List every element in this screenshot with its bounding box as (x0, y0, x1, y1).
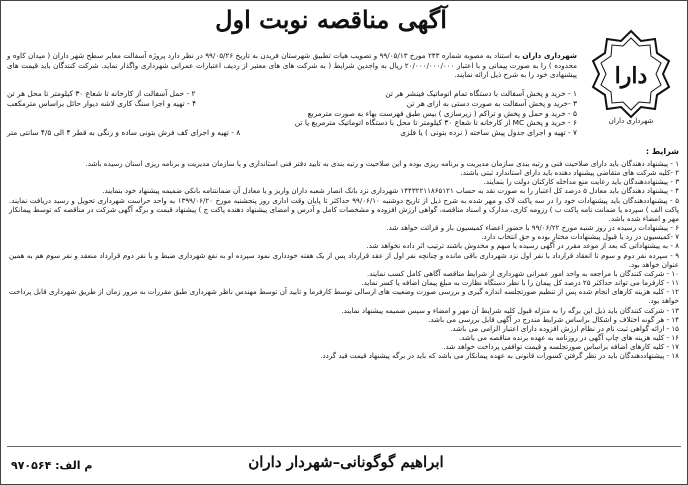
condition-item: ۵ - پیشنهاددهندگان باید پیشنهادات خود را در سه پاکت لاک و مهر شده به شرح ذیل از تاریخ دوشنبه ۹۹/۰۶/۱۰ حداکثر تا پایان وقت اداری روز پنجشنبه مورخ ۱۳۹۹/۰۶/۲۰ به واحد حراست شهرداری تحویل و رسید دریافت نمایند. پاکت الف ) سپرده یا ضمانت نامه پاکت ب ) رزومه کاری، مدارک و اسناد مناقصه، گواهی ارزش افزوده و مشخصات کامل و آدرس و امضای پیشنهاد دهنده پاکت ج ) پیشنهاد قیمت و برگه آگهی شرکت در مناقصه که توسط پیمانکار مهر و امضاء شده باشد. (9, 195, 680, 223)
work-items-row (7, 89, 577, 99)
notice-title: آگهی مناقصه نوبت اول (215, 5, 447, 34)
condition-item: ۹ - سپرده نفر دوم و سوم تا انعقاد قرارداد با نفر اول نزد شهرداری باقی مانده و چنانچه نفر اول از عقد قرارداد پس از یک هفته خودداری نمود سپرده او به نفع شهرداری ضبط و با نفر دوم قرارداد منعقد و نفر سوم هم به همین عنوان خواهد بود. (9, 250, 679, 269)
condition-item: ۱۶ - کلیه هزینه های چاپ آگهی در روزنامه به عهده برنده مناقصه می باشد. (458, 332, 679, 342)
condition-item: ۱۰ - شرکت کنندگان با مراجعه به واحد امور عمرانی شهرداری از شرایط مناقصه آگاهی کامل کسب نمایند. (366, 268, 679, 278)
condition-item: ۶ - پیشنهادات رسیده در روز شنبه مورخ ۹۹/۰۶/۲۲ با حضور اعضاء کمیسیون باز و قرائت خواهد شد. (386, 223, 679, 233)
condition-item: ۴ - پیشنهاد دهندگان باید معادل ۵ درصد کل اعتبار را به صورت نقد به حساب ۱۴۴۳۲۲۱۱۸۶۵۱۲۱ شهرداری نزد بانک انصار شعبه داران واریز و یا معادل آن ضمانتنامه بانکی ضمیمه پیشنهاد خود بنمایند. (102, 186, 679, 196)
intro-text: به استناد به مصوبه شماره ۲۴۳ مورخ ۹۹/۰۵/۱۳ و تصویب هیات تطبیق شهرستان فریدن به تاریخ ۹۹/۰۵/۲۶ در نظر دارد پروژه آسفالت معابر سطح شهر داران ( میدان کاوه و محدوده ) را به صورت پیمانی و با اعتبار ۲۰/۰۰۰/۰۰۰/۰۰۰ ریال به واجدین شرایط ( به شرکت های های معتبر از ردیف اعتبارات عمرانی شهرداری واگذار نماید. شرکت کنندگان باید قیمت های پیشنهادی خود را به شرح ذیل ارائه نمایند. (7, 51, 577, 80)
work-items (7, 89, 577, 138)
work-items-row (7, 118, 577, 128)
logo-emblem-icon (583, 29, 679, 121)
condition-item: ۱ - پیشنهاد دهندگان باید دارای صلاحیت فنی و رتبه بندی سازمان مدیریت و برنامه ریزی بوده و این صلاحیت و رتبه بندی به تایید دفتر فنی استانداری و یا سازمان مدیریت و برنامه ریزی استان رسیده باشد. (85, 159, 679, 168)
work-items-row (7, 109, 577, 119)
work-item: ۳ -خرید و پخش آسفالت به صورت دستی به ازای هر تن (406, 98, 577, 108)
condition-item: ۷ -کمیسیون در رد یا قبول پیشنهادات مختار بوده و حق انتخاب دارد. (481, 232, 679, 242)
condition-item: ۱۲ - کلیه هزینه کارهای انجام شده پس از تنظیم صورتجلسه اندازه گیری و بررسی صورت وضعیت های ارسالی توسط کارفرما و تایید آن توسط مهندس ناظر شهرداری طبق مقررات به مرور زمان از طریق شهرداری قابل پرداخت خواهد بود. (9, 287, 679, 306)
work-item: ۶ - خرید و پخش MC از کارخانه تا شعاع ۳۰ کیلومتر تا محل با دستگاه اتوماتیک مترمربع یا تن (294, 118, 577, 128)
work-item: ۱ - خرید و پخش آسفالت با دستگاه تمام اتوماتیک فینشر هر تن (385, 89, 577, 98)
footer-divider (7, 446, 681, 447)
municipality-logo (583, 29, 679, 125)
logo-text: دارا (614, 63, 648, 89)
condition-item: ۱۸ - پیشنهاددهندگان باید در نظر گرفتن کسورات قانونی به عهده پیمانکار می باشد که باید در برگه پیشنهاد قیمت قید گردد. (320, 351, 679, 361)
work-item: ۸ - تهیه و اجرای کف فرش بتونی ساده و رنگی به قطر ۴ الی ۴/۵ سانتی متر (7, 128, 241, 138)
work-item: ۴ - تهیه و اجرا سنگ کاری لاشه دیوار حائل براساس مترمکعب (7, 98, 197, 108)
condition-item: ۲ -کلیه شرکت های متقاضی پیشنهاد دهنده باید دارای استاندارد ثبتی باشند. (460, 168, 679, 178)
work-item: ۲ - حمل آسفالت از کارخانه تا شعاع ۳۰ کیلومتر تا محل هر تن (7, 89, 196, 98)
condition-item: ۳ - پیشنهاددهندگان باید رعایت منع مداخله کارکنان دولت را بنمایند. (483, 177, 679, 187)
work-item: ۷ - تهیه و اجرای جدول پیش ساخته ( نرده بتونی ) یا فلزی (400, 128, 577, 138)
ad-code: م الف: ۹۷۰۵۶۴ (11, 459, 93, 472)
conditions-title: شرایط : (645, 147, 679, 156)
condition-item: ۱۵ - ارائه گواهی ثبت نام در نظام ارزش افزوده دارای اعتبار الزامی می باشد. (450, 323, 679, 333)
intro-paragraph (7, 51, 577, 80)
conditions-list (9, 159, 679, 360)
org-name: شهرداری داران (522, 51, 577, 60)
condition-item: ۱۴ - هر گونه اختلاف و اشکال براساس شرایط مندرج در آگهی قابل بررسی می باشد. (428, 314, 679, 324)
mayor-signature: ابراهیم گوگونانی–شهردار داران (248, 453, 444, 471)
condition-item: ۱۱ - کارفرما می تواند حداکثر ۲۵ درصد کل پیمان را با نظر دستگاه نظارت به مبلغ پیمان اضافه یا کسر نماید. (361, 278, 679, 288)
work-items-row (7, 99, 577, 109)
logo-caption: شهرداری داران (608, 117, 654, 125)
work-items-row (7, 128, 577, 138)
work-item: ۵ - خرید و حمل و پخش و تراکم ( زیرسازی ) بیس طبق فهرست بهاء به صورت مترمربع (307, 108, 577, 118)
condition-item: ۱۳ - شرکت کنندگان باید ذیل این برگه را به منزله قبول کلیه شرایط آن مهر و امضاء و سپس ضمیمه پیشنهاد نمایند. (341, 305, 679, 315)
condition-item: ۸ - به پیشنهاداتی که بعد از موعد مقرر در آگهی رسیده یا مبهم و مخدوش باشند ترتیب اثر داده نخواهد شد. (366, 241, 679, 251)
condition-item: ۱۷ - کلیه کارهای اضافه براساس صورتجلسه و قیمت توافقی پرداخت خواهد شد. (443, 342, 679, 352)
